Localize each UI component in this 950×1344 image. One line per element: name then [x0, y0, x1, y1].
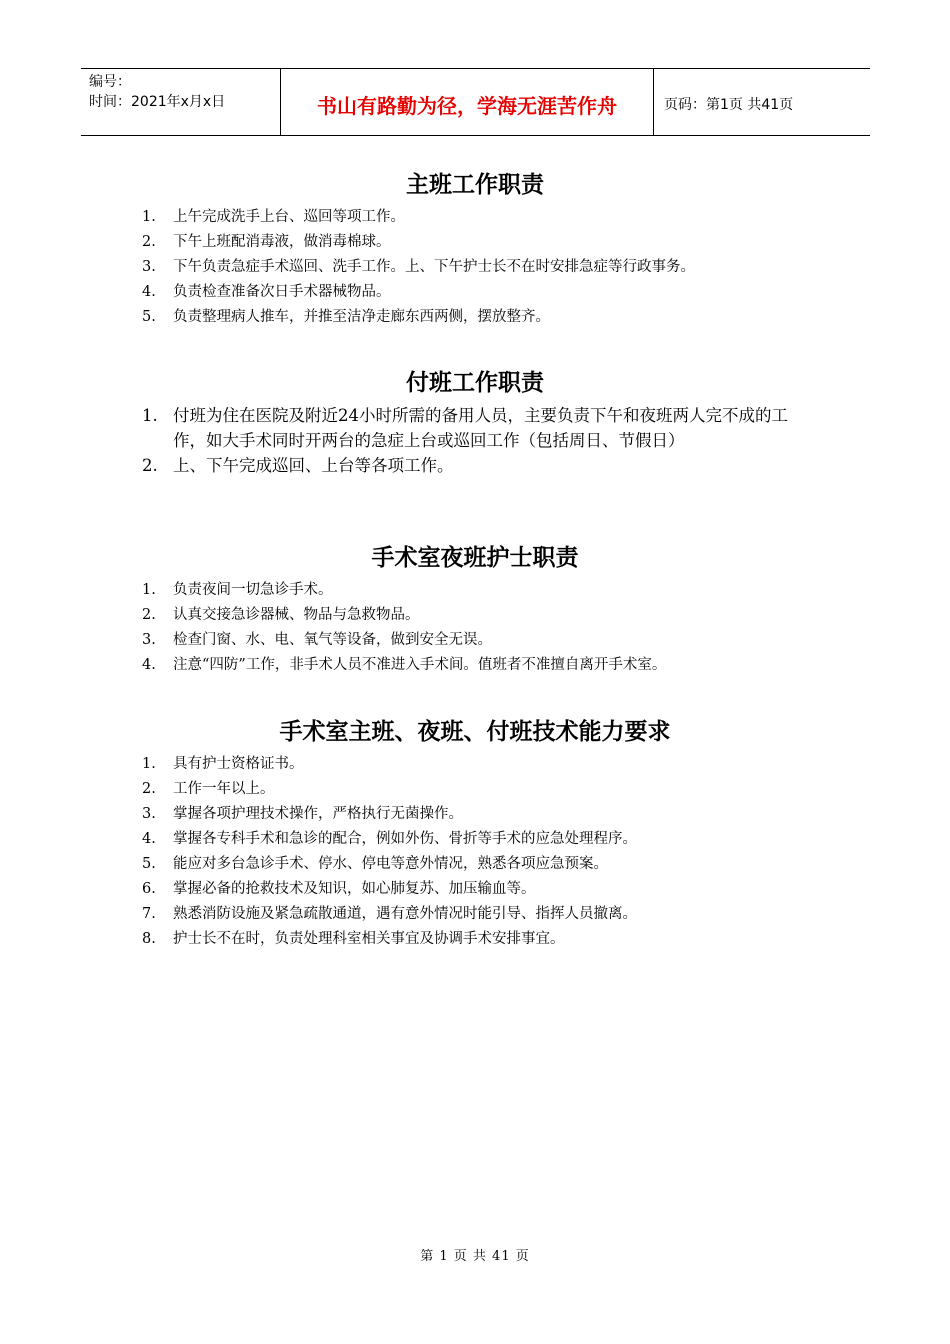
item-number: 2.	[142, 234, 156, 250]
header-page-info: 页码：第1页 共41页	[664, 97, 794, 113]
list-item	[0, 230, 950, 255]
item-number: 4.	[142, 657, 156, 673]
item-text: 工作一年以上。	[173, 781, 275, 797]
item-number: 8.	[142, 931, 156, 947]
item-number: 7.	[142, 906, 156, 922]
list-item	[0, 777, 950, 802]
list-item	[0, 852, 950, 877]
list-item	[0, 453, 950, 478]
time-label: 时间：2021年x月x日	[89, 94, 226, 110]
item-number: 2.	[142, 607, 156, 623]
item-number: 3.	[142, 806, 156, 822]
item-text: 负责整理病人推车，并推至洁净走廊东西两侧，摆放整齐。	[173, 309, 550, 325]
item-number: 4.	[142, 284, 156, 300]
header-motto: 书山有路勤为径，学海无涯苦作舟	[281, 69, 654, 135]
page-footer: 第 1 页 共 41 页	[420, 1249, 530, 1264]
item-number: 1.	[142, 756, 156, 772]
item-text: 下午上班配消毒液，做消毒棉球。	[173, 234, 391, 250]
item-text: 掌握必备的抢救技术及知识，如心肺复苏、加压输血等。	[173, 881, 536, 897]
item-text: 负责检查准备次日手术器械物品。	[173, 284, 391, 300]
header-meta	[81, 69, 281, 135]
duty-list	[0, 578, 950, 678]
list-item	[0, 305, 950, 330]
item-text: 护士长不在时，负责处理科室相关事宜及协调手术安排事宜。	[173, 931, 565, 947]
item-number: 1.	[142, 582, 156, 598]
section-title: 主班工作职责	[406, 172, 544, 198]
page-header	[81, 68, 870, 136]
section-deputy-shift	[0, 366, 950, 478]
item-text: 认真交接急诊器械、物品与急救物品。	[173, 607, 420, 623]
item-text: 负责夜间一切急诊手术。	[173, 582, 333, 598]
code-label: 编号：	[89, 74, 131, 90]
list-item	[0, 403, 950, 453]
item-text: 掌握各专科手术和急诊的配合，例如外伤、骨折等手术的应急处理程序。	[173, 831, 637, 847]
duty-list	[0, 403, 950, 478]
item-number: 1.	[142, 209, 156, 225]
item-number: 1.	[142, 406, 158, 425]
list-item	[0, 255, 950, 280]
item-text: 能应对多台急诊手术、停水、停电等意外情况，熟悉各项应急预案。	[173, 856, 608, 872]
list-item	[0, 802, 950, 827]
list-item	[0, 603, 950, 628]
requirement-list	[0, 752, 950, 952]
item-text: 检查门窗、水、电、氧气等设备，做到安全无误。	[173, 632, 492, 648]
section-title: 手术室夜班护士职责	[371, 545, 579, 571]
item-text: 下午负责急症手术巡回、洗手工作。上、下午护士长不在时安排急症等行政事务。	[173, 259, 695, 275]
item-text: 具有护士资格证书。	[173, 756, 304, 772]
item-text: 熟悉消防设施及紧急疏散通道，遇有意外情况时能引导、指挥人员撤离。	[173, 906, 637, 922]
item-number: 6.	[142, 881, 156, 897]
item-number: 2.	[142, 781, 156, 797]
list-item	[0, 902, 950, 927]
item-number: 3.	[142, 632, 156, 648]
list-item	[0, 877, 950, 902]
section-title: 手术室主班、夜班、付班技术能力要求	[279, 719, 671, 745]
item-text: 上、下午完成巡回、上台等各项工作。	[173, 456, 454, 475]
item-text: 上午完成洗手上台、巡回等项工作。	[173, 209, 405, 225]
item-text: 掌握各项护理技术操作，严格执行无菌操作。	[173, 806, 463, 822]
list-item	[0, 927, 950, 952]
list-item	[0, 628, 950, 653]
list-item	[0, 827, 950, 852]
section-title: 付班工作职责	[406, 370, 544, 396]
list-item	[0, 752, 950, 777]
item-number: 2.	[142, 456, 158, 475]
duty-list	[0, 205, 950, 330]
list-item	[0, 280, 950, 305]
section-main-shift	[0, 168, 950, 330]
list-item	[0, 205, 950, 230]
list-item	[0, 653, 950, 678]
item-text: 付班为住在医院及附近24小时所需的备用人员，主要负责下午和夜班两人完不成的工作，如大手术同时开两台的急症上台或巡回工作（包括周日、节假日）	[173, 406, 788, 450]
section-skill-requirements	[0, 715, 950, 952]
item-number: 4.	[142, 831, 156, 847]
item-number: 5.	[142, 309, 156, 325]
section-night-shift	[0, 541, 950, 678]
list-item	[0, 578, 950, 603]
item-number: 3.	[142, 259, 156, 275]
item-number: 5.	[142, 856, 156, 872]
item-text: 注意“四防”工作，非手术人员不准进入手术间。值班者不准擅自离开手术室。	[173, 657, 667, 673]
